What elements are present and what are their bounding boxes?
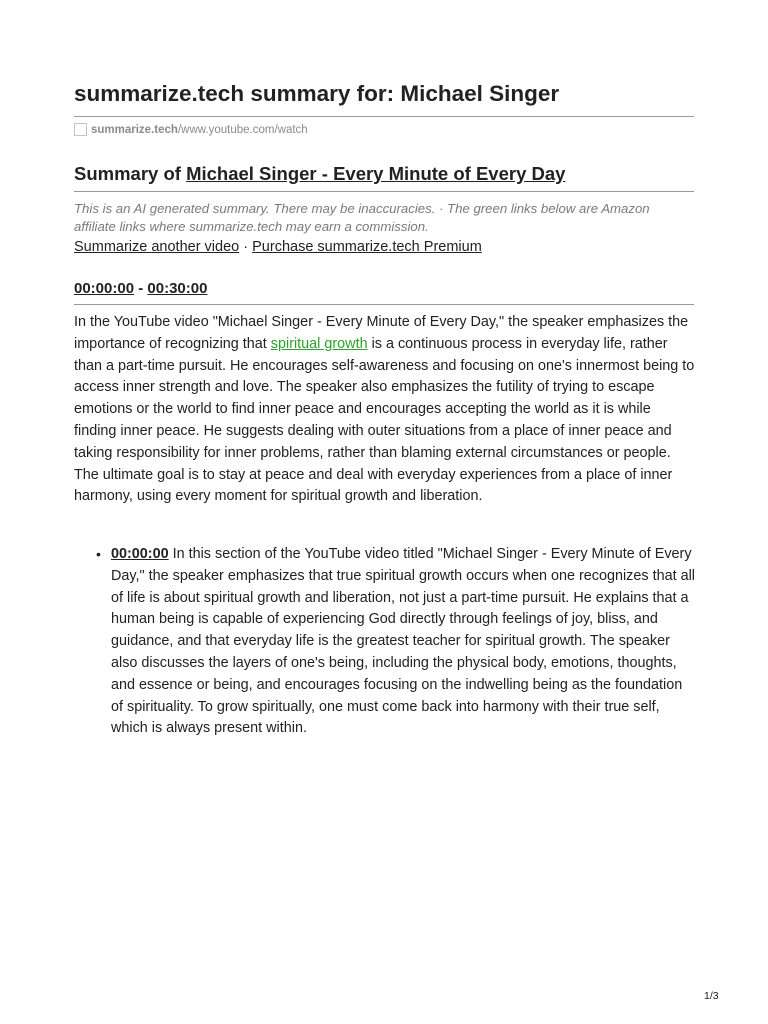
list-item: [74, 544, 696, 740]
spiritual-growth-affiliate-link[interactable]: spiritual growth: [270, 335, 368, 352]
title-divider: [74, 116, 694, 117]
source-path: /www.youtube.com/watch: [177, 123, 308, 136]
section-bullet-list: [74, 544, 696, 740]
summary-heading-prefix: Summary of: [74, 163, 187, 184]
start-timestamp-link[interactable]: 00:00:00: [74, 280, 135, 297]
action-separator: ·: [239, 239, 253, 255]
source-url: [74, 121, 308, 138]
bullet-timestamp-link[interactable]: 00:00:00: [111, 546, 169, 562]
time-range-separator: -: [134, 280, 148, 297]
summary-text-start: In the YouTube video "Michael Singer - Every Minute of Every Day," the speaker emphasizes the importance of recognizing that: [74, 314, 689, 352]
ai-disclaimer: This is an AI generated summary. There may be inaccuracies. · The green links below are Amazon affiliate links where summarize.tech may earn a commission.: [74, 201, 650, 234]
section-time-range: [74, 279, 694, 299]
favicon-icon: [74, 123, 87, 136]
source-domain: summarize.tech: [91, 123, 178, 136]
summary-text-end: is a continuous process in everyday life, rather than a part-time pursuit. He encourages self-awareness and focusing on one's innermost being to access inner strength and love. The speaker also emphasizes the futility of trying to escape emotions or the world to find inner peace and encourages accepting the world as it is while finding inner peace. He suggests dealing with outer situations from a place of inner peace and taking responsibility for inner problems, rather than blaming external circumstances or people. The ultimate goal is to stay at peace and deal with everyday experiences from a place of inner harmony, using every moment for spiritual growth and liberation.: [74, 335, 695, 505]
summary-heading: [74, 162, 694, 186]
page-title: summarize.tech summary for: Michael Singer: [74, 81, 560, 106]
bullet-icon: •: [96, 546, 101, 562]
action-links: [74, 238, 694, 256]
section-summary: [74, 312, 696, 508]
heading-divider: [74, 191, 694, 192]
purchase-premium-link[interactable]: Purchase summarize.tech Premium: [252, 239, 482, 255]
bullet-text: In this section of the YouTube video titled "Michael Singer - Every Minute of Every Day," the speaker emphasizes that true spiritual growth occurs when one recognizes that all of life is about spiritual growth and liberation, not just a part-time pursuit. He explains that a human being is capable of experiencing God directly through feelings of joy, bliss, and guidance, and that everyday life is the greatest teacher for spiritual growth. The speaker also discusses the layers of one's being, including the physical body, emotions, thoughts, and essence or being, and encourages focusing on the indwelling being as the foundation of spirituality. To grow spiritually, one must come back into harmony with their true self, which is always present within.: [111, 546, 695, 737]
summarize-another-link[interactable]: Summarize another video: [74, 239, 240, 255]
section-divider: [74, 304, 694, 305]
video-title-link[interactable]: Michael Singer - Every Minute of Every Day: [186, 163, 566, 184]
end-timestamp-link[interactable]: 00:30:00: [147, 280, 208, 297]
page-number: 1/3: [704, 990, 719, 1002]
